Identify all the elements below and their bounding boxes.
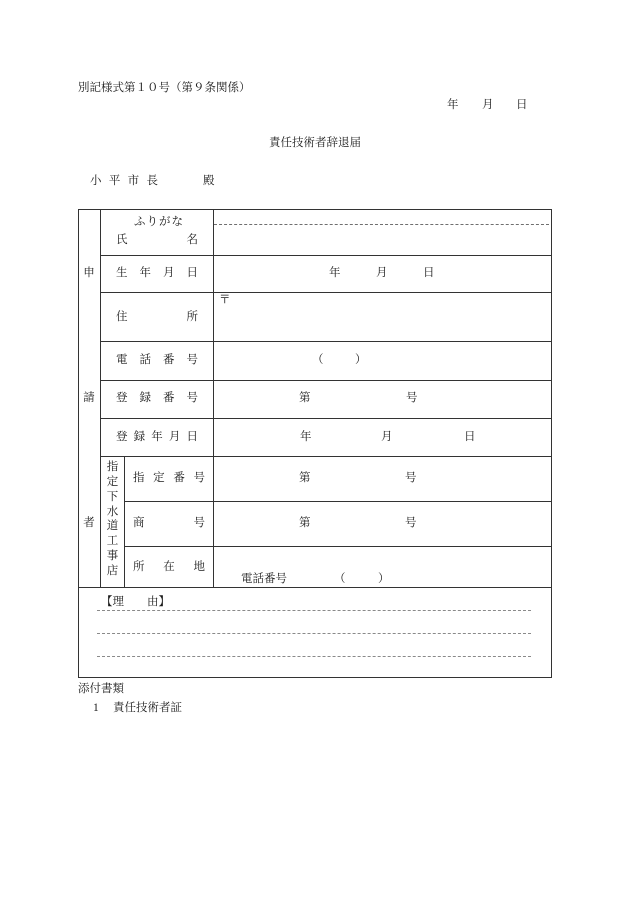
birth-date-year-unit: 年: [329, 267, 341, 279]
furigana-label: [134, 215, 183, 229]
reason-writing-line: [97, 656, 531, 657]
label-character: 商: [133, 517, 145, 529]
registration-number-prefix: 第: [299, 392, 311, 404]
designation-number-suffix: 号: [405, 472, 417, 484]
table-row-divider: [100, 418, 551, 419]
label-character: 日: [186, 431, 198, 443]
label-character: 録: [133, 431, 146, 443]
label-character: が: [159, 216, 171, 228]
address-label: [116, 310, 198, 324]
location-phone-paren-open: （: [334, 573, 346, 585]
attachment-item-text: 責任技術者証: [113, 702, 182, 714]
document-title: 責任技術者辞退届: [269, 137, 361, 149]
table-column-divider: [213, 209, 214, 587]
birth-date-label: [116, 266, 198, 280]
label-character: 長: [146, 175, 158, 187]
reason-label: 【理 由】: [101, 596, 170, 608]
addressee-name: [90, 174, 158, 188]
birth-date-month-unit: 月: [376, 267, 388, 279]
label-character: 定: [153, 472, 165, 484]
label-character: 指: [133, 472, 145, 484]
label-character: 申: [83, 266, 95, 279]
furigana-divider: [214, 224, 549, 225]
attachments-heading: 添付書類: [78, 683, 124, 695]
reason-writing-line: [97, 610, 531, 611]
label-character: 指: [106, 461, 119, 473]
registration-date-year-unit: 年: [300, 431, 312, 443]
label-character: 下: [106, 490, 119, 503]
label-character: 平: [108, 175, 121, 187]
label-character: 店: [106, 564, 119, 577]
label-character: 号: [193, 517, 205, 529]
label-character: 在: [163, 561, 175, 573]
label-character: 工: [106, 535, 119, 548]
label-character: 水: [106, 505, 119, 518]
contractor-group-label: [101, 460, 124, 578]
date-year-unit: 年: [447, 99, 459, 111]
label-character: な: [171, 216, 183, 228]
table-row-divider: [124, 501, 551, 502]
table-row-divider: [100, 456, 551, 457]
table-row-divider: [100, 292, 551, 293]
designation-number-prefix: 第: [299, 472, 311, 484]
location-phone-label: 電話番号: [241, 573, 287, 585]
registration-date-month-unit: 月: [381, 431, 393, 443]
attachment-item-number: 1: [93, 702, 99, 714]
label-character: 事: [106, 550, 119, 563]
label-character: 生: [116, 267, 128, 279]
label-character: ふ: [134, 216, 146, 228]
label-character: 登: [116, 392, 128, 404]
label-character: 番: [163, 354, 175, 366]
trade-name-label: [133, 516, 205, 530]
trade-name-prefix: 第: [299, 517, 311, 529]
label-character: 道: [106, 520, 119, 533]
label-character: 住: [116, 311, 128, 323]
birth-date-day-unit: 日: [423, 267, 435, 279]
label-character: 号: [186, 354, 198, 366]
label-character: 者: [83, 517, 95, 530]
label-character: 請: [83, 391, 95, 404]
registration-number-suffix: 号: [406, 392, 418, 404]
phone-paren-open: （: [312, 354, 324, 366]
table-row-divider: [100, 341, 551, 342]
registration-number-label: [116, 391, 198, 405]
table-row-divider: [78, 587, 551, 588]
postal-mark: 〒: [219, 294, 231, 306]
applicant-group-label: [78, 210, 100, 586]
label-character: 日: [186, 267, 198, 279]
table-row-divider: [100, 255, 551, 256]
phone-paren-close: ）: [355, 354, 367, 366]
label-character: 号: [186, 392, 198, 404]
label-character: 話: [139, 354, 151, 366]
registration-date-label: [116, 430, 198, 444]
label-character: 年: [139, 267, 151, 279]
label-character: 名: [186, 234, 198, 246]
label-character: 市: [127, 175, 140, 187]
label-character: 所: [133, 561, 145, 573]
label-character: 小: [90, 175, 102, 187]
label-character: 所: [186, 311, 198, 323]
form-number: 別記様式第１０号（第９条関係）: [78, 82, 251, 94]
table-column-divider: [124, 456, 125, 587]
label-character: 号: [193, 472, 205, 484]
table-row-divider: [124, 546, 551, 547]
label-character: 電: [116, 354, 128, 366]
label-character: 録: [139, 392, 151, 404]
addressee-honorific: 殿: [203, 175, 215, 187]
registration-date-day-unit: 日: [464, 431, 476, 443]
reason-writing-line: [97, 633, 531, 634]
date-day-unit: 日: [516, 99, 528, 111]
designation-number-label: [133, 471, 205, 485]
label-character: 番: [173, 472, 185, 484]
label-character: り: [146, 216, 158, 228]
label-character: 地: [193, 561, 205, 573]
location-label: [133, 560, 205, 574]
label-character: 登: [116, 431, 128, 443]
label-character: 年: [151, 431, 163, 443]
phone-label: [116, 353, 198, 367]
table-row-divider: [100, 380, 551, 381]
label-character: 番: [163, 392, 175, 404]
name-label: [116, 233, 198, 247]
trade-name-suffix: 号: [405, 517, 417, 529]
label-character: 定: [106, 475, 119, 488]
label-character: 月: [168, 431, 181, 443]
label-character: 月: [163, 267, 175, 279]
date-month-unit: 月: [482, 99, 494, 111]
label-character: 氏: [116, 234, 128, 246]
location-phone-paren-close: ）: [378, 573, 390, 585]
